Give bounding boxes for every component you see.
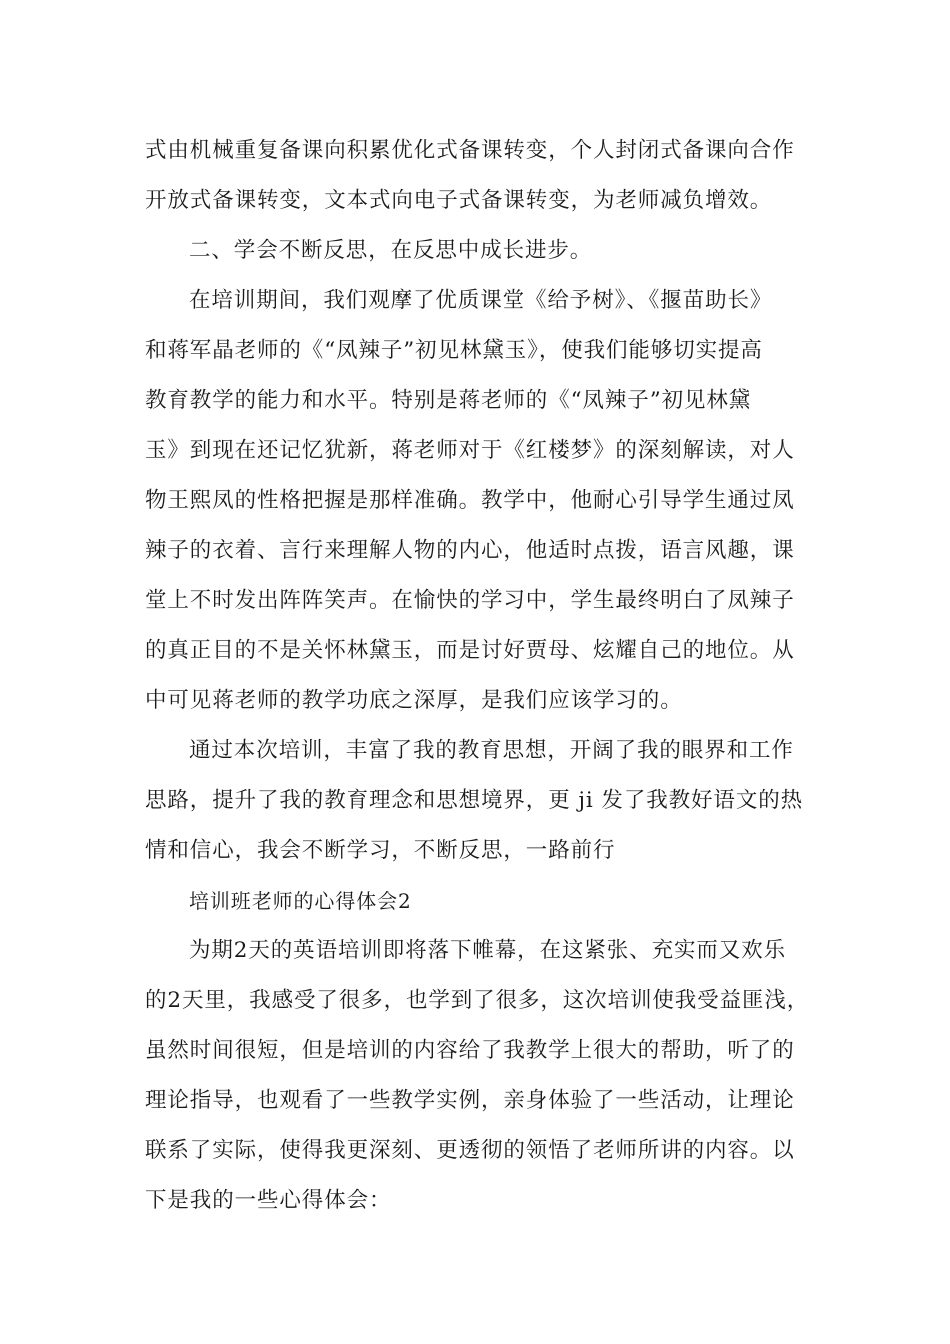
text-line: 教育教学的能力和水平。特别是蒋老师的《“凤辣子”初见林黛: [145, 388, 752, 413]
text-line: 开放式备课转变，文本式向电子式备课转变，为老师减负增效。: [145, 188, 773, 213]
article-title: 培训班老师的心得体会2: [189, 889, 412, 913]
text-line: 思路，提升了我的教育理念和思想境界，更 ji 发了我教好语文的热: [145, 788, 804, 813]
paragraph-start: 通过本次培训，丰富了我的教育思想，开阔了我的眼界和工作: [189, 738, 794, 763]
paragraph-start: 为期2天的英语培训即将落下帷幕，在这紧张、充实而又欢乐: [189, 938, 786, 963]
text-line: 的2天里，我感受了很多，也学到了很多，这次培训使我受益匪浅，: [145, 988, 810, 1013]
text-line: 和蒋军晶老师的《“凤辣子”初见林黛玉》，使我们能够切实提高: [145, 338, 763, 363]
text-line: 玉》到现在还记忆犹新，蒋老师对于《红楼梦》的深刻解读，对人: [145, 438, 795, 463]
text-line: 堂上不时发出阵阵笑声。在愉快的学习中，学生最终明白了凤辣子: [145, 588, 795, 613]
text-line: 联系了实际，使得我更深刻、更透彻的领悟了老师所讲的内容。以: [145, 1138, 795, 1163]
text-line: 情和信心，我会不断学习，不断反思，一路前行: [145, 838, 616, 863]
text-line: 式由机械重复备课向积累优化式备课转变，个人封闭式备课向合作: [145, 138, 795, 163]
text-line: 中可见蒋老师的教学功底之深厚，是我们应该学习的。: [145, 688, 683, 713]
text-line: 辣子的衣着、言行来理解人物的内心，他适时点拨，语言风趣，课: [145, 538, 795, 563]
text-line: 的真正目的不是关怀林黛玉，而是讨好贾母、炫耀自己的地位。从: [145, 638, 795, 663]
section-heading: 二、学会不断反思，在反思中成长进步。: [189, 238, 593, 263]
text-line: 下是我的一些心得体会：: [145, 1188, 392, 1213]
text-line: 理论指导，也观看了一些教学实例，亲身体验了一些活动，让理论: [145, 1088, 795, 1113]
text-line: 物王熙凤的性格把握是那样准确。教学中，他耐心引导学生通过凤: [145, 488, 795, 513]
text-line: 虽然时间很短，但是培训的内容给了我教学上很大的帮助，听了的: [145, 1038, 795, 1063]
paragraph-start: 在培训期间，我们观摩了优质课堂《给予树》、《揠苗助长》: [189, 288, 773, 313]
